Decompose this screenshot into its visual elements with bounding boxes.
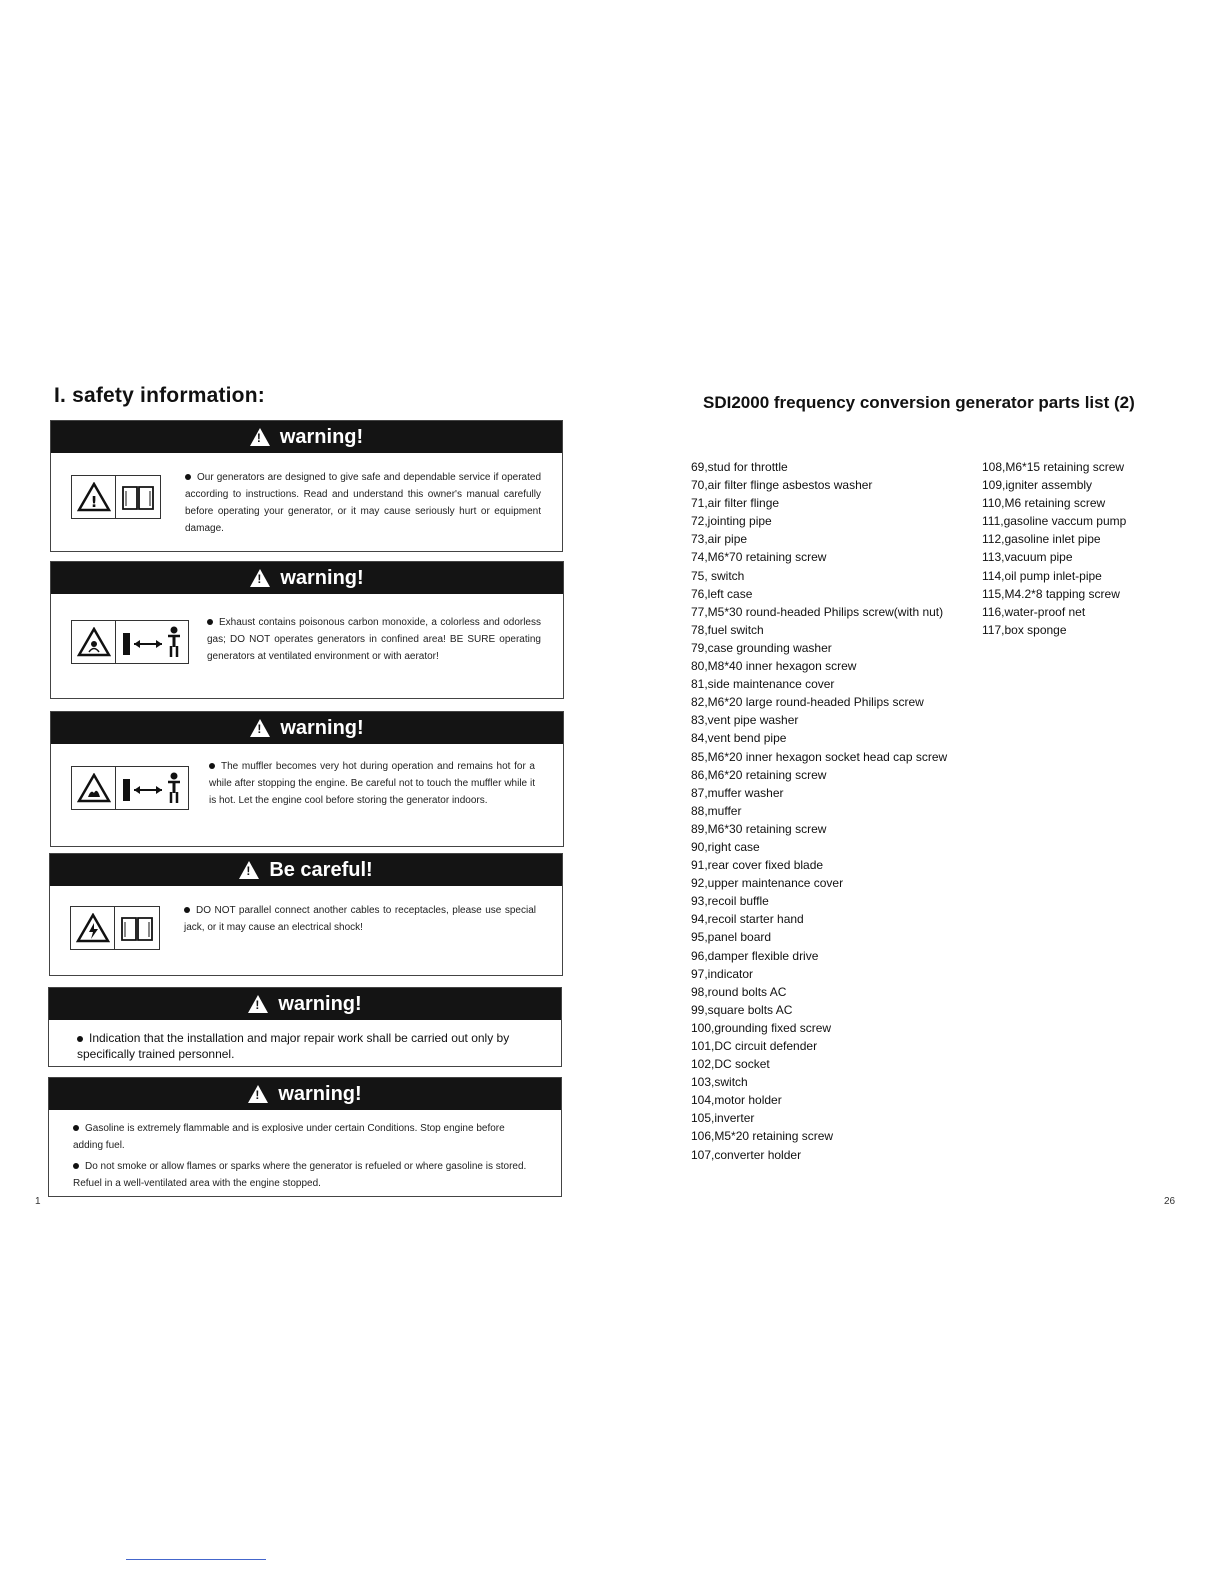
parts-list-item: 90,right case — [691, 839, 760, 854]
page-title-parts-list: SDI2000 frequency conversion generator parts list (2) — [703, 393, 1135, 412]
parts-list-item: 113,vacuum pipe — [982, 550, 1073, 565]
bullet-icon — [185, 474, 191, 480]
parts-list-item: 107,converter holder — [691, 1147, 802, 1162]
toxic-gas-triangle-icon — [72, 621, 116, 663]
warning-box-1 — [50, 420, 563, 552]
parts-list-item: 89,M6*30 retaining screw — [691, 821, 827, 836]
warning-text: Exhaust contains poisonous carbon monoxide, a colorless and odorless gas; DO NOT operates generators in confined area! BE SURE operating generators at ventilated environment or with aerator! — [207, 617, 541, 662]
parts-list-item: 88,muffer — [691, 803, 742, 818]
parts-list-item: 97,indicator — [691, 966, 754, 981]
parts-list-item: 75, switch — [691, 568, 745, 583]
parts-list-item: 84,vent bend pipe — [691, 731, 787, 746]
warning-text: Gasoline is extremely flammable and is explosive under certain Conditions. Stop engine before adding fuel. — [73, 1123, 505, 1151]
safety-symbols — [71, 766, 189, 810]
page-number-left: 1 — [35, 1196, 41, 1207]
parts-list-item: 80,M8*40 inner hexagon screw — [691, 659, 857, 674]
footer-link-line — [126, 1559, 266, 1560]
parts-list-item: 112,gasoline inlet pipe — [982, 532, 1101, 547]
parts-list-item: 108,M6*15 retaining screw — [982, 460, 1125, 474]
warning-header: ! warning! — [51, 562, 563, 594]
parts-list-item: 101,DC circuit defender — [691, 1039, 818, 1053]
parts-list-column-2 — [982, 458, 1126, 639]
warning-triangle-icon — [239, 861, 259, 879]
careful-header: ! Be careful! — [50, 854, 562, 886]
parts-list-item: 86,M6*20 retaining screw — [691, 767, 827, 782]
warning-text: The muffler becomes very hot during operation and remains hot for a while after stopping the engine. Be careful not to touch the muffler while it is hot. Let the engine cool before storing the generator indoors. — [209, 761, 535, 806]
hot-surface-triangle-icon — [72, 767, 116, 809]
parts-list-item: 87,muffer washer — [691, 785, 784, 800]
warning-header: ! warning! — [51, 421, 562, 453]
parts-list-item: 94,recoil starter hand — [691, 912, 804, 927]
parts-list-item: 72,jointing pipe — [691, 514, 772, 529]
parts-list-item: 71,air filter flinge — [691, 496, 780, 511]
bullet-icon — [209, 763, 215, 769]
warning-text: Do not smoke or allow flames or sparks where the generator is refueled or where gasoline is stored. Refuel in a well-ventilated area with the engine stopped. — [73, 1161, 527, 1189]
warning-box-2 — [50, 561, 564, 699]
parts-list-item: 96,damper flexible drive — [691, 948, 819, 963]
bullet-icon — [73, 1163, 79, 1169]
bullet-icon — [73, 1125, 79, 1131]
warning-triangle-icon — [250, 569, 270, 587]
parts-list-column-1 — [691, 458, 947, 1164]
parts-list-item: 103,switch — [691, 1075, 748, 1090]
parts-list-item: 116,water-proof net — [982, 604, 1086, 619]
parts-list-item: 99,square bolts AC — [691, 1002, 793, 1017]
warning-text: Our generators are designed to give safe and dependable service if operated according to instructions. Read and understand this owner's manual carefully before operating your generator, or it may cause seriously hurt or equipment damage. — [185, 472, 541, 534]
parts-list-item: 117,box sponge — [982, 622, 1067, 637]
parts-list-item: 105,inverter — [691, 1111, 755, 1126]
safety-symbols — [71, 475, 161, 519]
parts-list-item: 109,igniter assembly — [982, 478, 1093, 493]
warning-header: ! warning! — [49, 1078, 561, 1110]
parts-list-item: 82,M6*20 large round-headed Philips screw — [691, 695, 924, 710]
parts-list-item: 98,round bolts AC — [691, 984, 787, 999]
parts-list-item: 69,stud for throttle — [691, 460, 788, 474]
parts-list-item: 110,M6 retaining screw — [982, 496, 1106, 511]
parts-list-item: 114,oil pump inlet-pipe — [982, 568, 1102, 583]
warning-header: ! warning! — [49, 988, 561, 1020]
careful-box — [49, 853, 563, 976]
parts-list-item: 81,side maintenance cover — [691, 677, 835, 692]
parts-list-item: 79,case grounding washer — [691, 640, 832, 655]
warning-box-5 — [48, 987, 562, 1067]
manual-book-icon — [116, 476, 160, 518]
page-number-right: 26 — [1164, 1196, 1176, 1207]
parts-list-item: 92,upper maintenance cover — [691, 876, 844, 891]
warning-text: Indication that the installation and major repair work shall be carried out only by specifically trained personnel. — [77, 1031, 510, 1061]
bullet-icon — [184, 907, 190, 913]
page-title-safety: I. safety information: — [54, 384, 265, 407]
svg-text:!: ! — [90, 493, 97, 511]
parts-list-item: 78,fuel switch — [691, 622, 764, 637]
caution-triangle-icon — [72, 476, 116, 518]
parts-list-item: 91,rear cover fixed blade — [691, 858, 824, 873]
parts-list-item: 76,left case — [691, 586, 753, 601]
parts-list-item: 73,air pipe — [691, 532, 748, 547]
electric-shock-triangle-icon — [71, 907, 115, 949]
keep-distance-icon — [116, 767, 188, 809]
parts-list-item: 100,grounding fixed screw — [691, 1020, 832, 1035]
bullet-icon — [77, 1036, 83, 1042]
parts-list-item: 74,M6*70 retaining screw — [691, 550, 827, 565]
warning-triangle-icon — [250, 719, 270, 737]
parts-list-item: 111,gasoline vaccum pump — [982, 514, 1127, 529]
parts-list-item: 83,vent pipe washer — [691, 713, 799, 728]
parts-list-item: 93,recoil buffle — [691, 894, 769, 909]
warning-triangle-icon — [250, 428, 270, 446]
parts-list-item: 77,M5*30 round-headed Philips screw(with nut) — [691, 604, 944, 619]
bullet-icon — [207, 619, 213, 625]
keep-distance-icon — [116, 621, 188, 663]
parts-list-item: 85,M6*20 inner hexagon socket head cap screw — [691, 749, 948, 764]
manual-book-icon — [115, 907, 159, 949]
warning-text: DO NOT parallel connect another cables to receptacles, please use special jack, or it may cause an electrical shock! — [184, 905, 536, 933]
safety-symbols — [70, 906, 160, 950]
safety-symbols — [71, 620, 189, 664]
parts-list-item: 102,DC socket — [691, 1057, 770, 1072]
warning-box-6 — [48, 1077, 562, 1197]
warning-header: ! warning! — [51, 712, 563, 744]
warning-triangle-icon — [248, 1085, 268, 1103]
parts-list-item: 115,M4.2*8 tapping screw — [982, 586, 1120, 601]
warning-triangle-icon — [248, 995, 268, 1013]
parts-list-item: 70,air filter flinge asbestos washer — [691, 478, 873, 493]
warning-box-3 — [50, 711, 564, 847]
parts-list-item: 95,panel board — [691, 930, 772, 945]
parts-list-item: 104,motor holder — [691, 1093, 782, 1108]
parts-list-item: 106,M5*20 retaining screw — [691, 1129, 834, 1144]
